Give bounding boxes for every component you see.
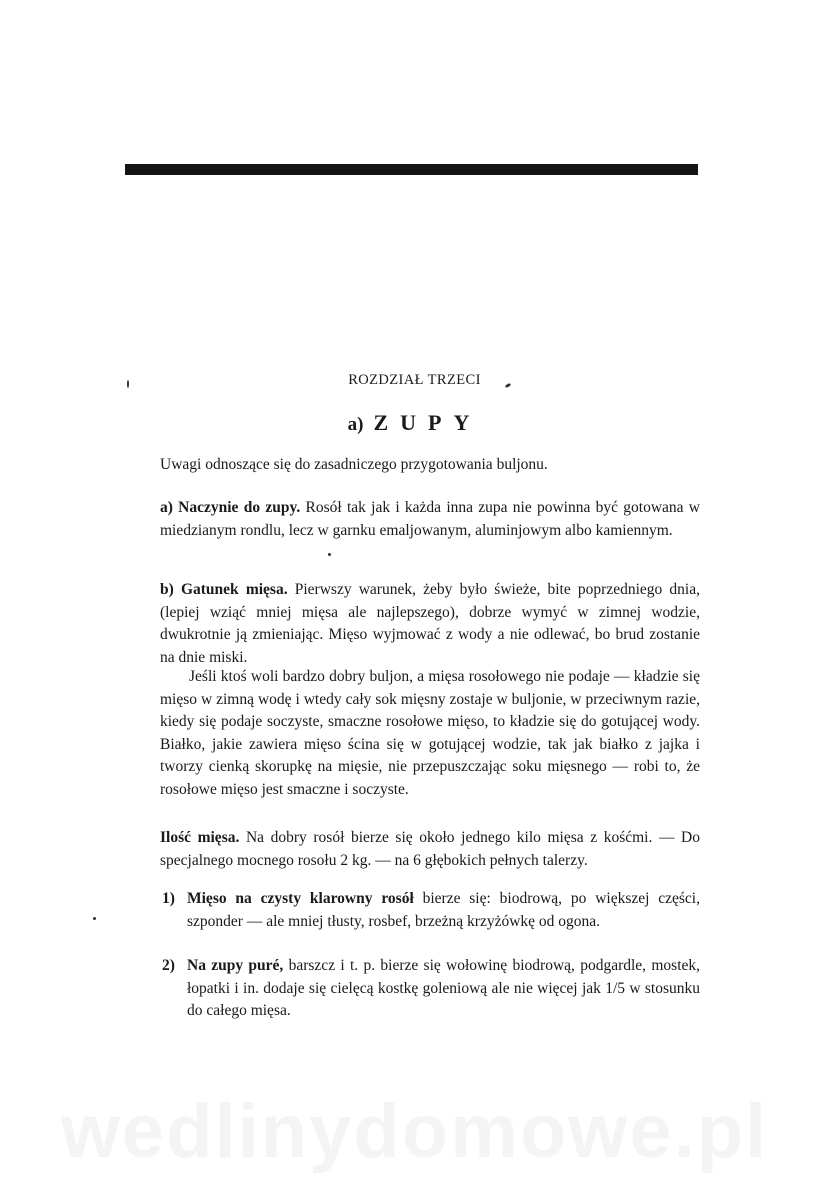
chapter-heading: ROZDZIAŁ TRZECI (348, 372, 481, 388)
section-b-paragraph (160, 579, 700, 669)
list-item (160, 955, 700, 1023)
title-lead: a) (347, 414, 364, 435)
item-label: Mięso na czysty klarowny rosół (187, 890, 414, 907)
title-word: ZUPY (373, 410, 482, 435)
section-b-paragraph-2: Jeśli ktoś woli bardzo dobry buljon, a mięsa rosołowego nie podaje — kładzie się mięso w zimną wodę i wtedy cały sok mięsny zostaje w buljonie, w przeciwnym razie, kiedy się podaje soczyste, smaczne rosołowe mięso, to kładzie się do gotującej wody. Białko, jakie zawiera mięso ścina się w gotującej wodzie, tak jak białko z jajka i tworzy cienką skorupkę na mięsie, nie przepuszczając soku mięsnego — robi to, że rosołowe mięso jest smaczne i soczyste. (160, 668, 700, 798)
section-b-text: Pierwszy warunek, żeby było świeże, bite poprzedniego dnia, (lepiej wziąć mniej mięsa ale najlepszego), dobrze wymyć w zimnej wodzie, dwukrotnie ją zmieniając. Mięso wyjmować z wody a nie odlewać, bo brud zostanie na dnie miski. (160, 581, 700, 666)
section-c-label: Ilość mięsa. (160, 829, 240, 846)
watermark: wedlinydomowe.pl (60, 1089, 769, 1174)
item-label: Na zupy puré, (187, 957, 284, 974)
subtitle: Uwagi odnoszące się do zasadniczego przygotowania buljonu. (160, 456, 548, 473)
section-a-label: a) Naczynie do zupy. (160, 499, 301, 516)
item-number: 2) (162, 957, 175, 974)
page-title (0, 410, 829, 436)
ink-speck (127, 380, 129, 388)
item-body: barszcz i t. p. bierze się wołowinę biodrową, podgardle, mostek, łopatki i in. dodaje się cielęcą kostkę goleniową ale nie więcej jak 1/5 w stosunku do całego mięsa. (187, 957, 701, 1020)
section-b-label: b) Gatunek mięsa. (160, 581, 288, 598)
section-c-paragraph (160, 827, 700, 872)
ink-speck (93, 917, 96, 920)
item-text (187, 955, 700, 1023)
item-text (187, 888, 700, 933)
ink-speck (328, 553, 331, 556)
section-c-text: Na dobry rosół bierze się około jednego kilo mięsa z kośćmi. — Do specjalnego mocnego rosołu 2 kg. — na 6 głębokich pełnych talerzy. (160, 829, 700, 869)
list-item (160, 888, 700, 933)
section-a-text: Rosół tak jak i każda inna zupa nie powinna być gotowana w miedzianym rondlu, lecz w garnku emaljowanym, aluminjowym albo kamiennym. (160, 499, 700, 539)
top-rule (125, 164, 698, 175)
item-body: bierze się: biodrową, po większej części, szponder — ale mniej tłusty, rosbef, brzeżną krzyżówkę od ogona. (187, 890, 700, 930)
section-a-paragraph (160, 497, 700, 542)
item-number: 1) (162, 890, 175, 907)
